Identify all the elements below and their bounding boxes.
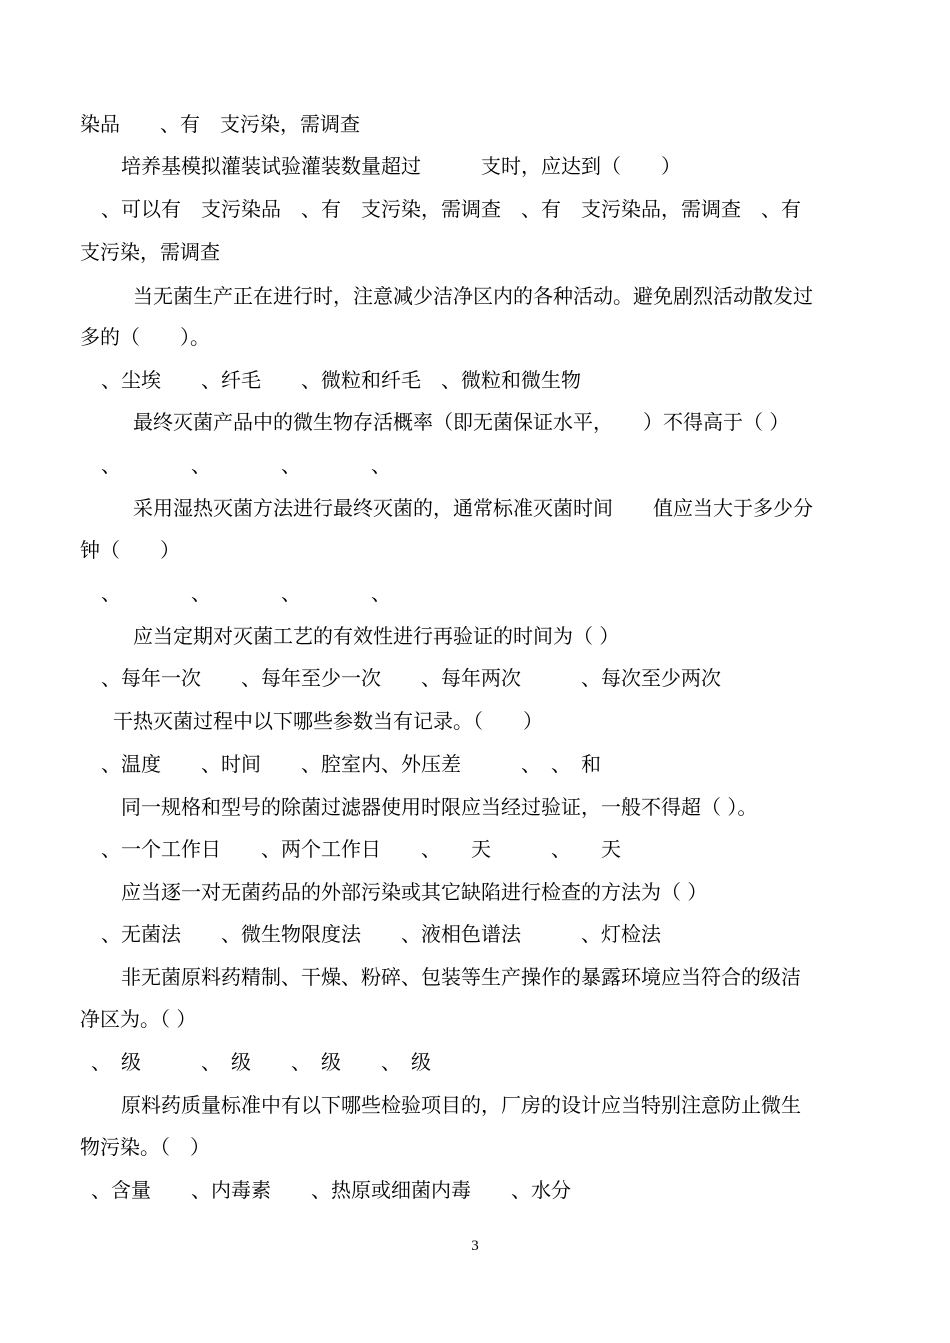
question-text: 干热灭菌过程中以下哪些参数当有记录。（ ）: [113, 709, 543, 733]
question-text: 培养基模拟灌装试验灌装数量超过 支时，应达到（ ）: [121, 154, 681, 178]
question-text: 原料药质量标准中有以下哪些检验项目的，厂房的设计应当特别注意防止微生: [121, 1093, 801, 1117]
answer-options: 、一个工作日 、两个工作日 、 天 、 天: [101, 837, 621, 861]
answer-options: 、无菌法 、微生物限度法 、液相色谱法 、灯检法: [101, 922, 661, 946]
text-line: 物污染。（ ）: [80, 1135, 210, 1159]
answer-options: 、 、 、 、: [101, 453, 391, 477]
question-text: 最终灭菌产品中的微生物存活概率（即无菌保证水平， ）不得高于（ ）: [133, 410, 790, 434]
text-line: 染品 、有 支污染，需调查: [80, 112, 360, 136]
question-text: 同一规格和型号的除菌过滤器使用时限应当经过验证，一般不得超（ ）。: [121, 795, 758, 819]
answer-options: 、每年一次 、每年至少一次 、每年两次 、每次至少两次: [101, 666, 721, 690]
answer-options: 、含量 、内毒素 、热原或细菌内毒 、水分: [91, 1178, 571, 1202]
question-text: 应当逐一对无菌药品的外部污染或其它缺陷进行检查的方法为（ ）: [121, 880, 708, 904]
answer-options: 、 、 、 、: [101, 581, 391, 605]
text-line: 多的（ ）。: [80, 325, 210, 349]
question-text: 应当定期对灭菌工艺的有效性进行再验证的时间为（ ）: [133, 624, 620, 648]
answer-options: 、温度 、时间 、腔室内、外压差 、 、 和: [101, 752, 601, 776]
question-text: 采用湿热灭菌方法进行最终灭菌的，通常标准灭菌时间 值应当大于多少分: [133, 496, 813, 520]
text-line: 支污染，需调查: [80, 240, 220, 264]
question-text: 当无菌生产正在进行时，注意减少洁净区内的各种活动。避免剧烈活动散发过: [133, 284, 813, 308]
answer-options: 、 级 、 级 、 级 、 级: [91, 1050, 431, 1074]
answer-options: 、尘埃 、纤毛 、微粒和纤毛 、微粒和微生物: [101, 368, 581, 392]
answer-options: 、可以有 支污染品 、有 支污染，需调查 、有 支污染品，需调查 、有: [101, 197, 801, 221]
page-number: 3: [471, 1238, 479, 1254]
text-line: 净区为。（ ）: [80, 1007, 197, 1031]
question-text: 非无菌原料药精制、干燥、粉碎、包装等生产操作的暴露环境应当符合的级洁: [121, 965, 801, 989]
text-line: 钟（ ）: [80, 538, 180, 562]
